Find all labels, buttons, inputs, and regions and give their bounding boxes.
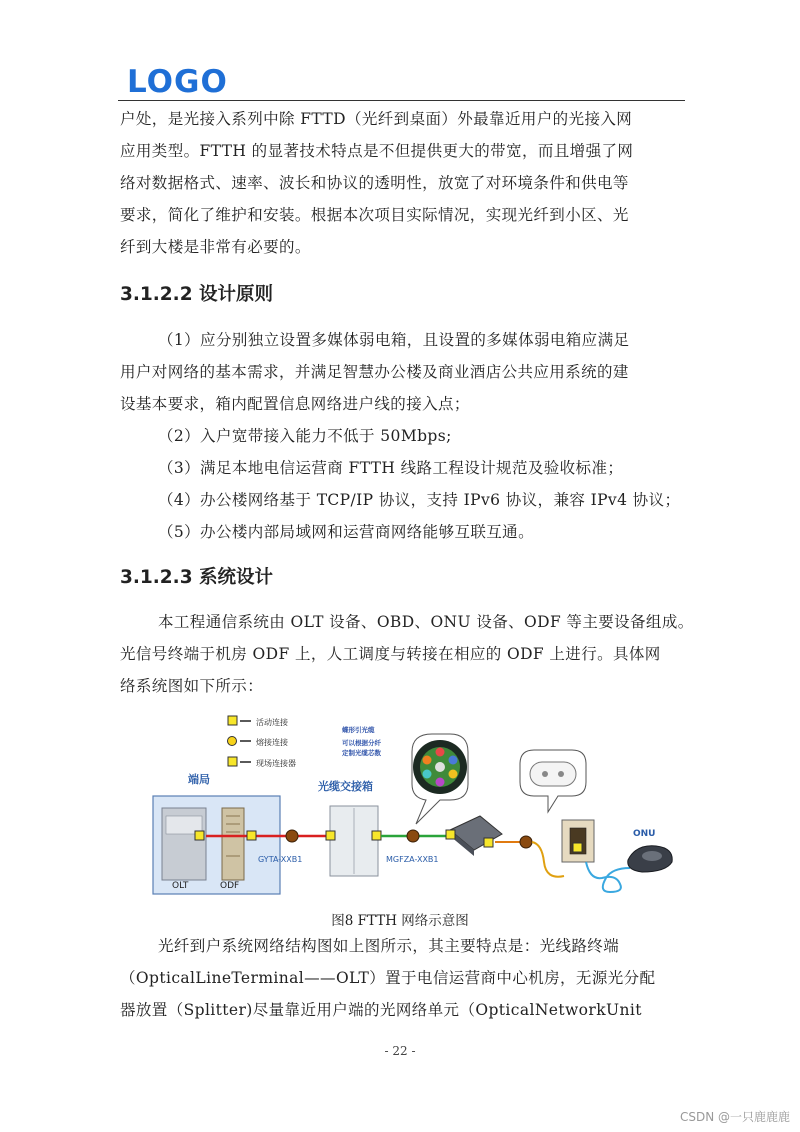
intro-line: 络对数据格式、速率、波长和协议的透明性，放宽了对环境条件和供电等 [120, 174, 629, 192]
header-rule [118, 100, 685, 101]
patch-cord [586, 862, 630, 892]
fusion-splice-icon [407, 830, 419, 842]
fiber-socket-icon [530, 762, 576, 786]
legend-active-connection-icon [228, 716, 237, 725]
heading-design-principle: 3.1.2.2 设计原则 [120, 284, 274, 305]
watermark: CSDN @一只鹿鹿鹿 [679, 1110, 790, 1124]
page-number: - 22 - [384, 1044, 416, 1058]
principle-item-2: （2）入户宽带接入能力不低于 50Mbps; [158, 427, 452, 445]
fiber-note-line3: 定制光缆芯数 [342, 749, 381, 757]
principle-item-1-cont: 用户对网络的基本需求，并满足智慧办公楼及商业酒店公共应用系统的建 [120, 363, 629, 381]
odf-label: ODF [220, 881, 240, 891]
intro-line: 纤到大楼是非常有必要的。 [120, 238, 311, 256]
cross-box-label: 光缆交接箱 [318, 780, 373, 793]
system-design-paragraph [120, 606, 694, 702]
ftth-network-diagram [150, 712, 690, 902]
legend-fusion-connection: 熔接连接 [256, 738, 288, 747]
principle-item-5: （5）办公楼内部局域网和运营商网络能够互联互通。 [158, 523, 534, 541]
onu-label: ONU [633, 829, 656, 839]
odf-cabinet [222, 808, 244, 880]
connector-icon [573, 843, 582, 852]
heading-system-design: 3.1.2.3 系统设计 [120, 567, 274, 588]
olt-label: OLT [172, 881, 189, 891]
intro-paragraph [120, 103, 680, 263]
system-design-line: 络系统图如下所示： [120, 677, 264, 695]
figure-caption: 图8 FTTH 网络示意图 [331, 913, 469, 929]
closing-line: （OpticalLineTerminal——OLT）置于电信运营商中心机房，无源光分配 [120, 969, 656, 987]
intro-line: 要求，简化了维护和安装。根据本次项目实际情况，实现光纤到小区、光 [120, 206, 629, 224]
design-principle-list [120, 324, 680, 548]
connector-icon [372, 831, 381, 840]
fusion-splice-icon [286, 830, 298, 842]
closing-paragraph [120, 930, 680, 1026]
legend-field-connector-icon [228, 757, 237, 766]
connector-icon [247, 831, 256, 840]
fusion-splice-icon [520, 836, 532, 848]
legend-fusion-connection-icon [228, 737, 237, 746]
closing-line: 器放置（Splitter)尽量靠近用户端的光网络单元（OpticalNetworkUnit [120, 1001, 642, 1019]
intro-line: 应用类型。FTTH 的显著技术特点是不但提供更大的带宽，而且增强了网 [120, 142, 634, 160]
principle-item-3: （3）满足本地电信运营商 FTTH 线路工程设计规范及验收标准； [158, 459, 624, 477]
legend-active-connection: 活动连接 [256, 718, 288, 727]
legend [228, 716, 297, 768]
splitter-device [450, 816, 502, 850]
connector-icon [484, 838, 493, 847]
closing-line: 光纤到户系统网络结构图如上图所示，其主要特点是：光线路终端 [158, 937, 620, 955]
intro-line: 户处，是光接入系列中除 FTTD（光纤到桌面）外最靠近用户的光接入网 [120, 110, 633, 128]
fiber-note-line2: 可以根据分纤 [342, 739, 381, 747]
cable-label-mgfza: MGFZA-XXB1 [386, 855, 439, 864]
system-design-line: 本工程通信系统由 OLT 设备、OBD、ONU 设备、ODF 等主要设备组成。 [158, 613, 694, 631]
cable-label-gyta: GYTA-XXB1 [258, 855, 303, 864]
connector-icon [195, 831, 204, 840]
legend-field-connector: 现场连接器 [256, 759, 296, 768]
principle-item-4: （4）办公楼网络基于 TCP/IP 协议，支持 IPv6 协议，兼容 IPv4 协议； [158, 491, 681, 509]
principle-item-1: （1）应分别独立设置多媒体弱电箱，且设置的多媒体弱电箱应满足 [158, 331, 630, 349]
connector-icon [446, 830, 455, 839]
system-design-line: 光信号终端于机房 ODF 上，人工调度与转接在相应的 ODF 上进行。具体网 [120, 645, 661, 663]
central-office-label: 端局 [188, 773, 210, 786]
connector-icon [326, 831, 335, 840]
principle-item-1-cont: 设基本要求，箱内配置信息网络进户线的接入点； [120, 395, 470, 413]
logo: LOGO [127, 64, 228, 100]
fiber-note-line1: 蝶形引光缆 [342, 726, 375, 734]
